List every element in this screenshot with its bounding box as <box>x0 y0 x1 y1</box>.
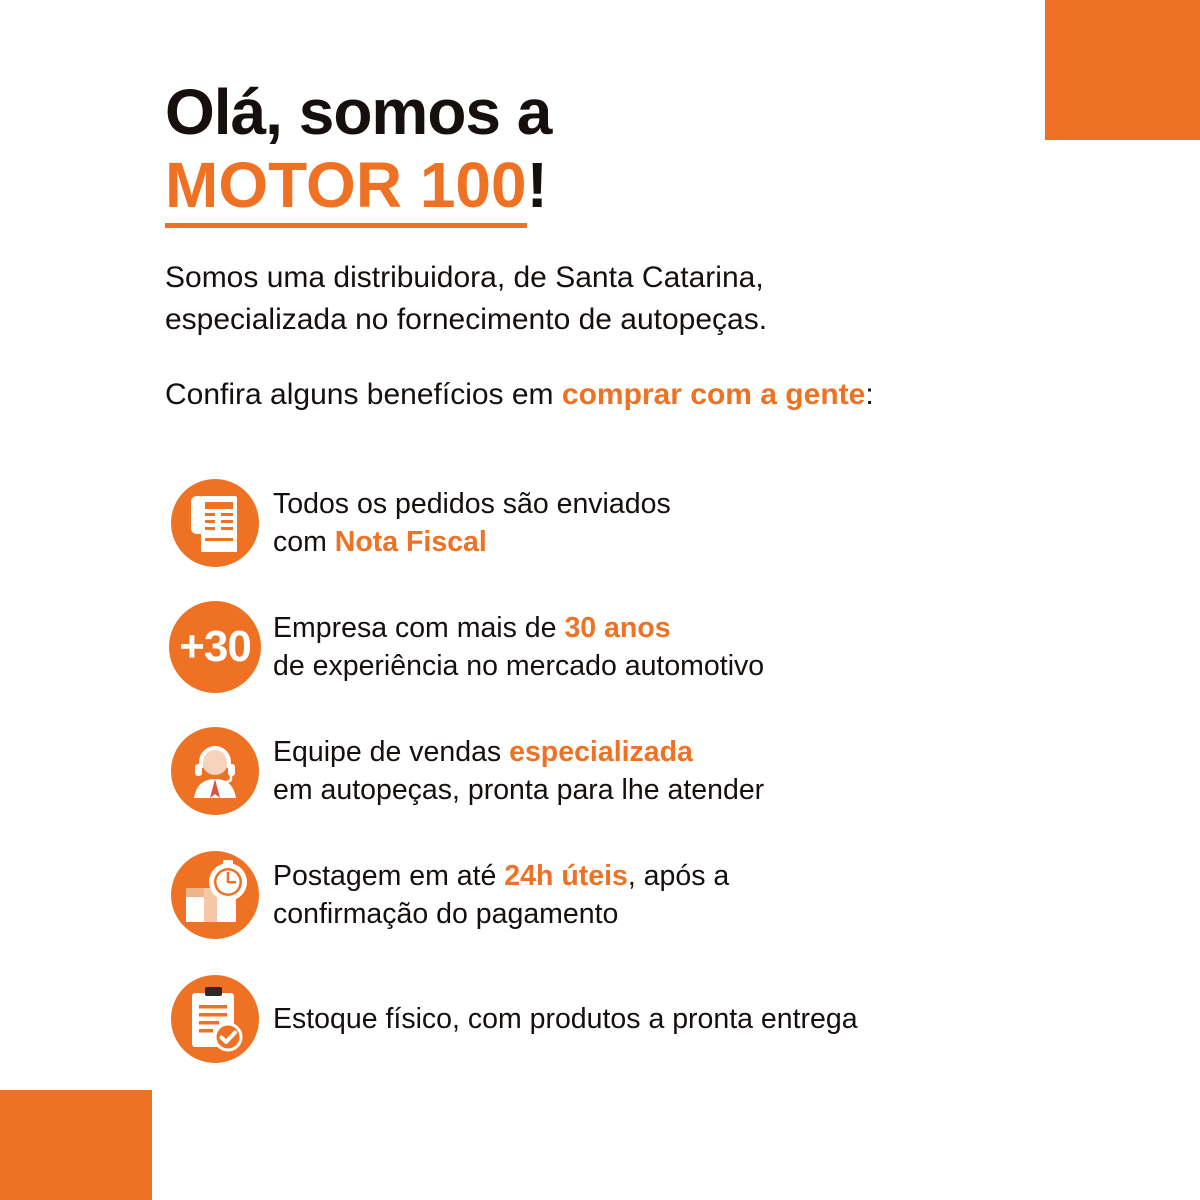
header-block <box>165 78 1065 412</box>
list-item-text <box>265 1000 858 1038</box>
benefit-line-2: de experiência no mercado automotivo <box>273 650 765 682</box>
benefit-line-1: Estoque físico, com produtos a pronta entrega <box>273 1002 858 1035</box>
brand-suffix: ! <box>526 149 548 222</box>
benefit-line-2: confirmação do pagamento <box>273 898 619 930</box>
package-stopwatch-icon <box>165 845 265 945</box>
plus-30-badge-icon <box>165 597 265 697</box>
benefit-line-2: em autopeças, pronta para lhe atender <box>273 774 765 806</box>
benefit-line-2 <box>273 523 671 561</box>
list-item-text <box>265 609 764 686</box>
list-item-text <box>265 857 729 934</box>
decorative-corner-bottom-left <box>0 1090 152 1200</box>
benefits-lead-highlight: comprar com a gente <box>561 377 866 411</box>
benefit-line-1-prefix: Postagem em até <box>273 859 505 892</box>
benefit-line-1-prefix: Equipe de vendas <box>273 735 510 768</box>
benefit-line-1-highlight: 30 anos <box>564 611 671 644</box>
benefit-line-2-prefix: com <box>273 526 335 558</box>
receipt-icon <box>165 473 265 573</box>
list-item <box>165 968 1165 1070</box>
benefit-line-1: Todos os pedidos são enviados <box>273 487 671 520</box>
list-item <box>165 596 1165 698</box>
list-item-text <box>265 485 671 562</box>
benefit-line-1-highlight: especializada <box>509 735 693 768</box>
headset-agent-icon <box>165 721 265 821</box>
list-item <box>165 720 1165 822</box>
benefit-line-2-highlight: Nota Fiscal <box>334 526 487 558</box>
list-item-text <box>265 733 764 810</box>
brand-name: MOTOR 100 <box>165 149 527 228</box>
benefits-lead-prefix: Confira alguns benefícios em <box>165 377 562 411</box>
benefits-lead <box>165 378 1065 412</box>
badge-label: +30 <box>179 622 251 671</box>
benefit-line-1-suffix: , após a <box>627 859 730 892</box>
benefit-line-1-highlight: 24h úteis <box>504 859 628 892</box>
list-item <box>165 844 1165 946</box>
list-item <box>165 472 1165 574</box>
benefits-list <box>165 472 1165 1092</box>
benefit-line-1 <box>273 857 729 895</box>
benefit-line-1-prefix: Empresa com mais de <box>273 611 565 644</box>
clipboard-check-icon <box>165 969 265 1069</box>
page-title-line2 <box>165 149 1065 223</box>
intro-paragraph <box>165 257 995 342</box>
decorative-corner-top-right <box>1045 0 1200 140</box>
intro-line-2: especializada no fornecimento de autopeças. <box>165 303 768 337</box>
intro-line-1: Somos uma distribuidora, de Santa Catarina, <box>165 260 764 294</box>
benefit-line-1 <box>273 733 764 771</box>
page-title-line1: Olá, somos a <box>165 76 552 148</box>
benefit-line-1 <box>273 609 764 647</box>
benefits-lead-suffix: : <box>865 377 874 411</box>
